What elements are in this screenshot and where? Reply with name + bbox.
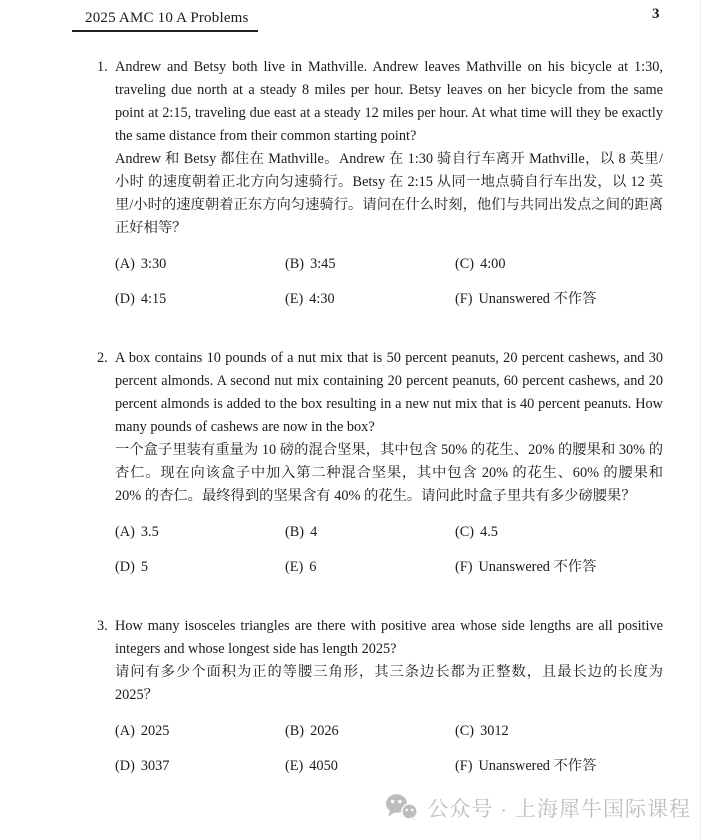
- choice-1-c: [455, 253, 663, 276]
- choice-label: (C): [455, 256, 475, 272]
- choice-label: (D): [115, 559, 135, 575]
- choice-label: (B): [285, 256, 305, 272]
- choice-value: 3.5: [140, 524, 159, 540]
- choice-label: (F): [455, 758, 473, 774]
- problem-1: [97, 56, 663, 311]
- choice-value: 2026: [310, 723, 339, 739]
- choice-value: 4:30: [309, 291, 335, 307]
- choice-3-f: [455, 755, 663, 778]
- choice-value: 3:45: [310, 256, 336, 272]
- problem-2-text-english: A box contains 10 pounds of a nut mix that is 50 percent peanuts, 20 percent cashews, and 30 percent almonds. A second nut mix containing 20 percent peanuts, 60 percent cashews, and 20 percent almonds is added to the box resulting in a new nut mix that is 40 percent peanuts. How many pounds of cashews are now in the box?: [115, 350, 663, 435]
- choice-3-d: [115, 755, 285, 778]
- choice-2-f: [455, 556, 663, 579]
- page-edge-line: [700, 0, 701, 839]
- problem-3-number: 3.: [97, 618, 108, 634]
- choice-value: 4:00: [480, 256, 506, 272]
- problem-3: [97, 615, 663, 778]
- choice-1-e: [285, 288, 455, 311]
- problem-3-text-chinese: 请问有多少个面积为正的等腰三角形，其三条边长都为正整数，且最长边的长度为 2025？: [115, 664, 663, 703]
- document-title-text: 2025 AMC 10 A Problems: [72, 10, 258, 32]
- problem-1-text-chinese: Andrew 和 Betsy 都住在 Mathville。Andrew 在 1:30 骑自行车离开 Mathville，以 8 英里/小时 的速度朝着正北方向匀速骑行。Betsy 在 2:15 从同一地点骑自行车出发，以 12 英里/小时的速度朝着正东方向匀速骑行。请问在什么时刻，他们与共同出发点之间的距离正好相等？: [115, 151, 663, 236]
- problem-3-text-english: How many isosceles triangles are there with positive area whose side lengths are all positive integers and whose longest side has length 2025?: [115, 618, 663, 657]
- choice-label: (C): [455, 524, 475, 540]
- choice-value: Unanswered 不作答: [478, 291, 597, 307]
- document-title: [72, 10, 258, 32]
- choice-value: 2025: [140, 723, 170, 739]
- choice-3-b: [285, 720, 455, 743]
- choice-value: 3037: [140, 758, 170, 774]
- problem-1-number: 1.: [97, 59, 108, 75]
- choice-label: (A): [115, 256, 135, 272]
- problem-3-answer-choices: [115, 720, 663, 778]
- watermark: [385, 793, 691, 823]
- choice-2-e: [285, 556, 455, 579]
- choice-3-e: [285, 755, 455, 778]
- choice-value: Unanswered 不作答: [478, 758, 597, 774]
- problem-1-body: [115, 56, 663, 311]
- problem-2: [97, 347, 663, 579]
- problem-2-number: 2.: [97, 350, 108, 366]
- choice-value: 4050: [309, 758, 338, 774]
- choice-1-d: [115, 288, 285, 311]
- choice-value: 4: [310, 524, 318, 540]
- choice-label: (D): [115, 758, 135, 774]
- watermark-text: 公众号 · 上海犀牛国际课程: [427, 798, 691, 821]
- choice-label: (A): [115, 723, 135, 739]
- choice-2-b: [285, 521, 455, 544]
- choice-value: 4.5: [480, 524, 498, 540]
- problem-2-text-chinese: 一个盒子里装有重量为 10 磅的混合坚果，其中包含 50% 的花生、20% 的腰果和 30% 的杏仁。现在向该盒子中加入第二种混合坚果，其中包含 20% 的花生、60% 的腰果和 20% 的杏仁。最终得到的坚果含有 40% 的花生。请问此时盒子里共有多少磅腰果？: [115, 442, 663, 504]
- page-number: 3: [652, 6, 660, 22]
- problem-2-answer-choices: [115, 521, 663, 579]
- choice-2-a: [115, 521, 285, 544]
- choice-label: (A): [115, 524, 135, 540]
- choice-value: 5: [140, 559, 149, 575]
- problem-1-text-english: Andrew and Betsy both live in Mathville. Andrew leaves Mathville on his bicycle at 1:30, traveling due north at a steady 8 miles per hour. Betsy leaves on her bicycle from the same point at 2:15, traveling due east at a steady 12 miles per hour. At what time will they be exactly the same distance from their common starting point?: [115, 59, 663, 144]
- choice-3-c: [455, 720, 663, 743]
- choice-3-a: [115, 720, 285, 743]
- choice-label: (F): [455, 559, 473, 575]
- choice-2-c: [455, 521, 663, 544]
- problem-3-body: [115, 615, 663, 778]
- choice-value: 3012: [480, 723, 509, 739]
- choice-value: Unanswered 不作答: [478, 559, 597, 575]
- choice-2-d: [115, 556, 285, 579]
- problems-list: [97, 56, 663, 814]
- choice-label: (B): [285, 723, 305, 739]
- choice-label: (E): [285, 758, 304, 774]
- choice-value: 6: [309, 559, 317, 575]
- choice-1-a: [115, 253, 285, 276]
- choice-label: (B): [285, 524, 305, 540]
- choice-1-b: [285, 253, 455, 276]
- choice-value: 4:15: [140, 291, 167, 307]
- wechat-icon: [385, 793, 418, 823]
- choice-label: (F): [455, 291, 473, 307]
- choice-label: (C): [455, 723, 475, 739]
- choice-label: (D): [115, 291, 135, 307]
- problem-1-answer-choices: [115, 253, 663, 311]
- choice-1-f: [455, 288, 663, 311]
- problem-2-body: [115, 347, 663, 579]
- choice-value: 3:30: [140, 256, 167, 272]
- choice-label: (E): [285, 559, 304, 575]
- choice-label: (E): [285, 291, 304, 307]
